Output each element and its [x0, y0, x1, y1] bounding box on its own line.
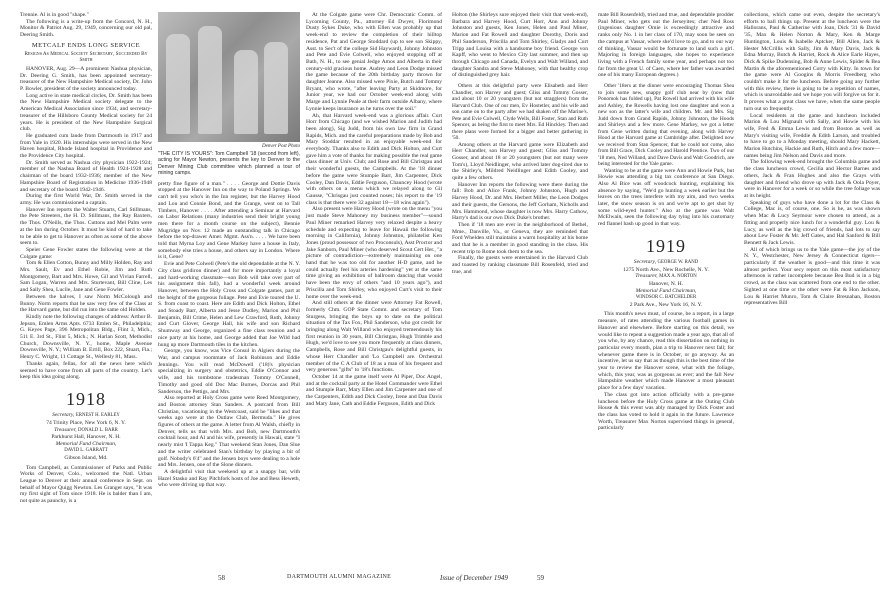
photo-credit: Denver Post Photo: [261, 144, 300, 149]
news-subhead: Resigns As Medical Society Secretary, Succeeded By Smith: [24, 50, 148, 64]
paragraph: mate Bill Rosenfeld), tried and true, and dependable prodder Paul Miner, who gets out the Jerseyites; cher Ned Ross (ingenious daughter Omie is exceedingly attractive and ranks only No. 1 in her class of 170, may soon be seen on the campus at Vassar, where she'd love to go, and to our way of thinking, Vassar would be fortunate to land such a girl. Majoring in foreign languages, she hopes to experience living with a French family some year, and perhaps not too far from the great U. of Caen, where her father was awarded one of his many European degrees.): [598, 12, 734, 79]
treasurer-name: MAX A. NORTON: [659, 274, 697, 280]
treasurer-address: Hanover, N. H.: [648, 281, 684, 288]
memorial-address: 2 Park Ave., New York 16, N. Y.: [629, 301, 703, 308]
page-number-left: 58: [218, 574, 225, 582]
paragraph: The following week-end brought the Columbia game and the class luncheon crowd, Cecilia and Hector Barnes and others, Jack & Fran Hughes and also the Grays with daughter and friend who drove up with Jack & Oola Poyer, were in Hanover for a week or so while the tree foliage was at its height.: [744, 159, 880, 199]
news-photo: [158, 12, 300, 142]
paragraph: Kindly note the following changes of address: Arthur B. Jepson, Emlen Arms Apts. 6733 Emlen St., Philadelphia; G. Keyes Page, 396 Metropolitan Bldg., Flint 3, Mich., 511 E. 3rd St., Flint 5, Mich.; N. Harlan Scott, Methodist Church, Downsville, N. Y., home, Maple Avenue Downsville, N. Y.; William B. Errill, Box 222, Stuart, Fla.; Henry C. Wright, 11 Cottage St., Wellesly 81, Mass.: [20, 313, 152, 361]
paragraph: Evie and Pete Colwell (Pete's the old dependable at the N. Y. City class gridiron dinner) and for more importantly a loyal and hard-working classmate—son Bob will take over part of his assignment this fall), had a wonderful week around Hanover, between the Holy Cross and Colgate games, part at the height of the gorgeous foliage. Pete and Evie toured the U. S. from coast to coast. Here are Edith and Dick Holton, Ethel and Stoady Barr, Alberta and Jesse Dudley, Marion and Phil Benjamin, Bill Crime, Helen and Lew Crawford, Ruth, Johnny and Curt Glover, George Hall, his wife and son Richard Shumway and George, organized a fine class reunion and a nice party at his home, and George added that Joe Wild had hung up more Dartmouth tiles in the kitchen.: [158, 261, 300, 348]
class-1918-header: [20, 389, 152, 462]
paragraph: October 14 at the game itself were Al Piper, Doc Angel, and at the cocktail party at the Hotel Commander were Ethel and Stumpie Barr, Mary Ellen and Jim Carpenter and one of the Carpenters, Edith and Dick Cooley, Irene and Dan Davis and Mary Jane, Cath and Eddie Ferguson, Edith and Dick: [306, 373, 442, 407]
paragraph: Finally, the guests were entertained in the Harvard Club and toasted by ranking classmate Bill Rosenfeld, tried and true, and: [452, 255, 588, 275]
paragraph: Holton (the Shirleys sure enjoyed their visit that week-end), Barbara and Harvey Hood, Curt Horr, Ann and Johnny Johnston and guests, Ken Jones, Helen and Paul Miner, Marion and Fat Rowell and daughter Dorothy, Doris and Phil Sanderson, Priscilla and Tom Shirley, Gladys and Curt Tripp and Louisa with a handsome boy friend. George von Kapff, who went to Mexico City last summer, and then up through Chicago and Canada, Evelyn and Walt Willand, and daughter Sandra and Steve Mahoney, with that healthy crop of distinguished grey hair.: [452, 12, 588, 79]
news-headline: METCALF ENDS LONG SERVICE: [31, 41, 141, 49]
paragraph: At the Colgate game were Chr. Democratic Comm. of Lycoming County, Pa., attorney Ed Dwyer, Florimond Dusty Sykes Duke, who with Ellen was probably up that week-end to review the completion of their hilltop residence, Pat and George Stoddard (up to see son Skippy, Asst. to Sec't of the college Sid Hayward), Johnny Johnston and Pete and Evie Colwell, who enjoyed stopping off at Bath, N. H., to see genial Jedge Amos and Alberta in their century-old gracious home. Audrey and Leon Dodge missed the game because of the 20th birthday party thrown for daughter Jeanne. Also missed were Pixie, Butch and Tommy Bryant, who wrote, "after leaving Party at Skidmore, for Junior year, we had our October week-end along with Marge and Lynnie Peale at their farm outside Albany, where Lynnie keeps insurance as he turns over the soil.": [306, 12, 442, 112]
label: Secretary,: [633, 258, 657, 265]
paragraph: pretty fine figure of a man." . . . . George and Dottie Davis stopped at the Hanover Inn on the way to Poland Springs. We can't tell you who's in the Inn register, but the Harvey Hood and Lou and Connie Bond, and the Grange, went on to Tall Timbers, Hanover . . . . After attending a Seminar at Harvard on Labor Relations (many industries send their bright young men there for a month course on the subject), Bennie Mugridge on Nov. 12 made an outstanding talk in Chicago before the top-drawer Amer. Mgmt. Ass'n. . . . . We have been told that Myrna Loy and Gene Markey have a house in Italy, somebody else tries a house, and others say in London. Where is it, Gene?: [158, 180, 300, 261]
paragraph: Speier Gene Fowler states the following were at the Colgate game:: [20, 246, 152, 260]
secretary-address: 1275 North Ave., New Rochelle, N. Y.: [623, 266, 709, 273]
paragraph: Trennie. Al is in good "shape.": [20, 12, 89, 18]
class-year: 1918: [66, 388, 106, 409]
paragraph: The class got into action officially with a pre-game luncheon before the Holy Cross game at the Outing Club House & this event was ably managed by Dick Foster and the class has voted to hold it again in the future. Lawrence Worth, Treasurer Max Norton supervised things in general, particularly: [598, 391, 734, 432]
paragraph: A delightful visit that weekend up at a snappy bar, with Hazel Stasko and Ray Pitchfork hosts of Joe and Bess Heweth, who were driving up that way.: [158, 468, 300, 489]
paragraph: He graduated cum laude from Dartmouth in 1917 and from Yale in 1920. His internships were served in the New Haven hospital, Rhode Island hospital in Providence and the Providence City hospital.: [20, 132, 152, 160]
photo-caption: "THE CITY IS YOURS": Tom Campbell '18 (second from left), acting for Mayor Newton, presents the key to Denver to the Denver Mining Club committee which planned a tour of mining camps.: [158, 150, 300, 177]
paragraph: Also reported at Holy Cross game were Reed Montgomery, and Boston attorney Stan Sanders. A postcard from Bill Christian, vacationing in the Westcoast, said he "likes and that weeks ago were at the Outlaw Club, Bermuda." He gives figures of others at the game. A letter from Al Walsh, chiefly in Denver, tells us that with Mrs. and Bob, new Dartmouth's cocktail hour, and Al and his wife, presently in Hawaii, state "I nearly mist 'I Tappa Keg." That weekend Stan Jones, Dan Slue and the writer celebrated Stan's birthday by playing a bit of golf. Nobody's 6'4" and the Jensen boys were dealing to a hole and Mrs. Jensen, one of the Slone dinners.: [158, 395, 300, 469]
paragraph: Then if '18 men are ever in the neighborhood of Bethel, Mme., Danville, Va., or Geneva, they are reminded that Ford Whelden still maintains a warm hospitality at his home and that he is a member in good standing in the class. His recent trip to Rome took them to the sea.: [452, 221, 588, 255]
class-year: 1919: [646, 235, 686, 256]
issue-date: Issue of December 1949: [440, 574, 508, 582]
paragraph: Hanover Inn reports the following were there during the fall: Bob and Alice Frank, Johnny Johnston, Hugh and Harvey Hood, Dr. and Mrs. Herbert Miller, the Leon Dodges and their guests, the Gersons, the Jeff Gorham, Nicholls and Mrs. Hammond, whose daughter is now Mrs. Harry Cathow, Harry's dad is our own Dick Duke's brother.: [452, 181, 589, 222]
memorial-address: Gibson Island, Md.: [64, 454, 108, 461]
paragraph: Between the halves, I saw Norm McColough and Bunny. Norm reports that he saw very few of the Class at the Harvard game, but did run into the same old Holden.: [20, 293, 152, 314]
secretary-address: 74 Trinity Place, New York 6, N. Y.: [46, 419, 126, 426]
column-6: [744, 12, 880, 307]
column-1: [20, 12, 152, 505]
label: Memorial Fund Chairman,: [635, 288, 697, 295]
label: Treasurer,: [54, 426, 77, 433]
paragraph: This month's news must, of course, be a report, in a large measure, of rates attending the various football games in Hanover and elsewhere. Before starting on this detail, we would like to repeat a suggestion made a year ago, that all of you who, by any chance, read this dissertation on nothing in particular every month, plan a trip to Hanover next fall; for whenever game there is in October, or go anyway. As an incentive, let us say that as though this is the best time of the year to review the Hanover scene, what with the foliage, which, this year, was as gorgeous as ever; and the fall New Hampshire weather which made Hanover a most pleasant place for a few days' vacation.: [598, 311, 734, 392]
class-1919-header: [598, 236, 734, 309]
paragraph: Among others at the Harvard game were Elizabeth and Herr Chandler, son Harvey and guest; Gliss and Tommy Gosser, and about 18 or 20 youngsters (but not many were Tom's), Lloyd Neidlinger, who arrived later dog-tired due to the Shirley's, Mildred Neidlinger and Edith Cooley, and quite a few others.: [452, 141, 588, 182]
paragraph: Other '18ers at the dinner were encouraging Thomas Shea to join some new, snappy golf club near by (now that Ponomok has folded up), Pat Rowell had arrived with his wife and Ashley, the Rowells having lost one daughter and won a new son as the latter's wife and children. Mr. and Mrs. Sig Judd down from Grand Rapids, Johnny Johnston, the Hoods and Shirleys and a few more. Gene Markey, we got a letter from Gene written during that evening, along with Harvey Hood at the Harvard game at Cambridge after. Delighted now we received from Stan Spencer, that he could not come, also from Bill Grace, Dick Cooley and Harold Prentice. Two of our '18 men, Ned Willand, and Dave Davis and Walt Goodrich, are being interested for the Yale game.: [598, 83, 734, 168]
memorial-chairman-name: DAVID L. GARRATT: [64, 447, 108, 453]
column-2: [158, 12, 300, 489]
paragraph: Thanks again, fellas, for all the news here which seemed to have come from all parts of the country. Let's keep this idea going along.: [20, 360, 152, 381]
memorial-chairman-name: WINDSOR C. BATCHELDER: [635, 294, 697, 300]
page-number-right: 59: [537, 574, 544, 582]
column-3: [306, 12, 442, 407]
paragraph: Tom & Ellen Cotton, Bunny and Milly Holden, Ray and Mrs. Sault, Ev and Ethel Robie, Jim and Ruth Montgomery, Bart and Mrs. Howe, Gil and Vivian Farrell, Sam Logan, Warren and Mrs. Sturtevant, Bill Cline, Les and Sally Shea, Lucile, Jane and Gene Fowler.: [20, 260, 152, 294]
paragraph: collections, which came out even, despite the secretary's efforts to ball things up. Present at the luncheon were the Hallorans, Paul & Catherine with Joan, Dick '31 & David '35, Max & Helen Norton & Mary, Ken & Marge Huntington, Louis & Isabelle Aptcker, Bill Allen, Jack & Hester McCrillis with Sally, Jim & Mary Davis, Jack & Edna Murray, Butch & Harriet, Rock & Alice Earle Hayes, Dick & Spike Dudensing, Bob & Anne Lewis, Spider & Bea Martin & the aforementioned Corry with Kitty. In town for the game were Al Googins & Morris Freedberg who couldn't make it for the luncheon. Before going any further with this review, there is going to be a repetition of names, which is unavoidable and we hope you will forgive us for it. It proves what a great class we have, when the same people turn out so frequently.: [744, 12, 880, 112]
treasurer-address: Parkhurst Hall, Hanover, N. H.: [51, 434, 121, 441]
secretary-name: ERNEST H. EARLEY: [75, 412, 120, 418]
paragraph: Long active in state medical circles, Dr. Smith has been the New Hampshire Medical society delegate to the American Medical Association since 1934, and secretary-treasurer of the Hillsboro County Medical society for 24 years. He is president of the New Hampshire Surgical club.: [20, 92, 152, 133]
secretary-name: GEORGE W. RAND: [657, 259, 699, 265]
treasurer-name: DONALD L. BARR: [78, 427, 118, 433]
paragraph: All of which brings us to the Yale game—the joy of the N. Y., Westchester, New Jersey & Connecticut tigers—particularly if the weather is good—and this time it was almost perfect. Your secy report on this most satisfactory afternoon is rather incomplete because Bea Bud is in a big crowd, as the class was scattered from one end to the other. Sighted at one time or the other were Fat & Hon Jackson, Lou & Harriet Munro, Tom & Claire Bresnahan, Boston representatives Bill: [744, 246, 880, 307]
paragraph: During the first World War, Dr. Smith served in the army. He was commissioned a captain.: [20, 193, 152, 206]
paragraph: Also present were Harvey Hood (wrote on the menu "you just made Steve Mahoney my business member"—sound Paul Miner remarked Harvey very relaxed despite a heavy schedule and expecting to leave for Hawaii the following morning in California), Johnny Johnston, philatelist Ken Jones (proud possessor of two Proconsuls), Asst Proctor and Jake Sanborn, Paul Miner (who deserved Scout Cert Her., "a picture of contradiction—extremely maintaining on one hand that he was too old for another H-D game, and he could actually feel his arteries hardening" yet at the same time giving an exhibition of ballroom dancing that would have been the envy of others "and 10 years ago"), and Priscilla and Tom Shirley, who enjoyed Curt's visit to their home over the week-end.: [306, 206, 442, 300]
paragraph: Local residents at the game and luncheon included Marion & Lou Mignault with Sally, and Howie with his wife, Fred & Emma Lewis and from Boston as well as Mary's visiting wife, Freddie & Edith Larson, and troubled to have to go to a Monday meeting, should Mary Hackett, Marion Hutchins, Hackie and Ruth, Hitch and a few more—names being Jim Nelson and Davis and more.: [744, 112, 880, 159]
column-4: [452, 12, 588, 276]
paragraph: And still others at the dinner were Attorney Fat Rowell, formerly Chm. GOP State Comm. and secretary of Tom Sturgess, bringing the boys up to date on the political situation of the Tax Fox, Phil Sanderson, who got credit for bringing along Walt Willand who enjoyed tremendously his first reunion in 30 years, Bill Christgau, Hugh Trimble and Hugh, we'd love to see you more frequently at class dinners, Campbells, Rose and Bill Christgau's delightful guests, in whose Herr Chandler and 'Lo Campbell are. Orchestral member of the C A Club of 18 as a man of his frequent and very generous "gifts" to '18's functions.: [306, 300, 442, 374]
paragraph: Wanting to be at the game were Ann and Howie Park, but Howie was attending a big tax conference at San Diego. Also Al Bice was off woodcock hunting, explaining his absence by saying, "We'd go hunting a week earlier but the leaves on the trees interfere with my aim, and two weeks later, the snow season is on and we're apt to get shot by some wild-eyed hunter." Also at the game was Walt McElwain, seen the following day tying into his customary red flannel hash up good in that way.: [598, 167, 734, 228]
paragraph: Others at this delightful party were Elisabeth and Herr Chandler, son Harvey and guest; Gliss and Tommy Gosser, and about 10 or 20 youngsters (but not stragglers) from the Harvard Club. One of our men, Ev Hostetler, and his wife and son came on to the party after we had shaken off the Marine's. Pete and Evie Colwell, Clyde Wells, Bill Foster, Stan and Ruth Spencer, as being the first to meet Mrs. Ed Hinckley. Then and there plans were formed for a bigger and better gathering in '50.: [452, 83, 588, 142]
paragraph: Speaking of guys who have done a lot for the Class & College, Mac is, of course, one. So is he, as was shown when Mac & Lucy Seymour were chosen to attend, as a fitting and properly nice lunch for a wonderful guy. Lou & Lucy, as well as the big crowd of friends, had lots to say about Lew Foster & Mr. Jeff Gates, and Hal Sanford & Bill Bennett & Jack Lewis.: [744, 199, 880, 246]
paragraph: Tom Campbell, as Commissioner of Parks and Public Works of Denver, Colo., welcomed the Natl. Urban League to Denver at their annual conference in Sept. on behalf of Mayor Quigg Newton. Les Granger says, "It was my first sight of Tom since 1918. He is balder than I am, not quite as paunchy, is a: [20, 464, 152, 505]
paragraph: George, you know, was Vice Consul in Algiers during the War, and campus roommate of Jack Robinson and Eddie Jennings. You will read McDowell ('18)'s physician specializing in surgery and obstetrics, Eddie O'Connor and wife, and his tombstone tradesman Tommy O'Connell, Timothy and good old Doc Mac Burnes, Dorcas and Phil Sanderson, the Pettigs, and Mrs.: [158, 348, 300, 395]
column-5: [598, 12, 734, 432]
paragraph: Ah, that Harvard week-end was a glorious affair. Curt Horr from Chicago (and we wished Marion and Judith had been along), Sig Judd, from his own law firm in Grand Rapids, Mich. and the careful preparations made by Bob and Mary Stoddar resulted in an enjoyable week-end for everybody. Thanks also to Edith and Dick Holton, and Curt gave him a vote of thanks for making possible the real game class dinner at Univ. Club; and Rose and Bill Christgau and their wonderful guests, the Campbells. At the '18 dinner before the game were Stumpie Barr, Jim Carpenter, Dick Cooley, Dan Davis, Eddie Ferguson, Chauncey Hood (wrote with others on a menu which we relayed along to Gil Gausse, "Chrisgau just counted noses; his report to the '19 class is that there were 32 against 18—18 wins again").: [306, 112, 442, 206]
paragraph: Hanover Inn reports the Walter Stuarts, Carl Stillmans, the Pete Streeters, the H. D. Stillmans, the Ray Baxters, the Thos. O'Neills, the Thos. Cuttons and Mel Palm were at the Inn during October. It must be kind of hard to take to be able to get to Hanover as often as some of the above seem to.: [20, 206, 152, 247]
paragraph: The following is a write-up from the Concord, N. H., Monitor & Patriot Aug. 29, 1949, concerning our old pal, Deering Smith.: [20, 18, 152, 39]
paragraph: HANOVER, Aug. 29—A prominent Nashua physician, Dr. Deering G. Smith, has been appointed secretary-treasurer of the New Hampshire Medical society, Dr. John P. Bowler, president of the society announced today.: [20, 65, 152, 93]
label: Memorial Fund Chairman,: [55, 441, 117, 448]
paragraph: Dr. Smith served as Nashua city physician 1922-1924; member of the Nashua Board of Health 1924-1928 and chairman of the board 1932-1936; member of the New Hampshire Board of Registration in Medicine 1936-1948 and secretary of the board 1942-1946.: [20, 159, 152, 193]
magazine-title: DARTMOUTH ALUMNI MAGAZINE: [287, 574, 392, 580]
label: Secretary,: [52, 411, 75, 418]
label: Treasurer,: [635, 273, 658, 280]
